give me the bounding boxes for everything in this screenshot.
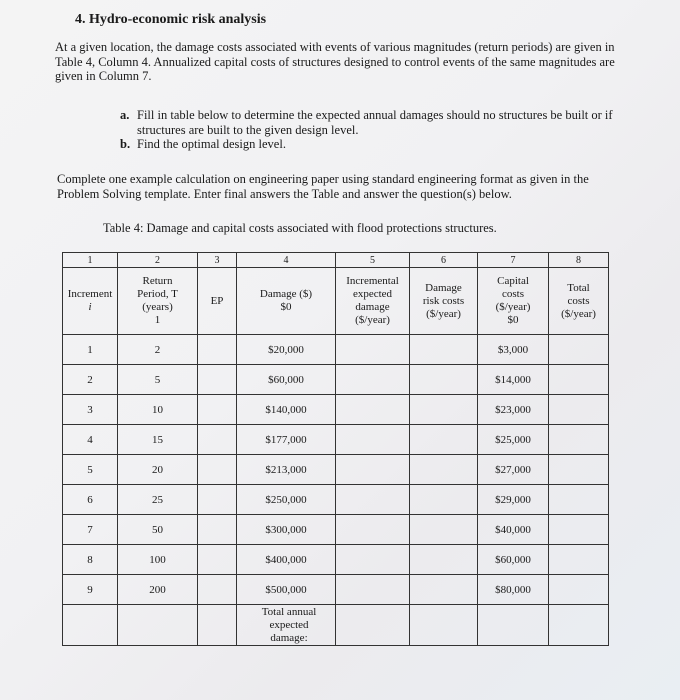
- table-cell-ep: [198, 425, 237, 455]
- header-line: Return: [142, 275, 173, 287]
- table-cell-total: [549, 485, 609, 515]
- header-line: i: [88, 301, 92, 313]
- table-cell-increment: 4: [63, 425, 118, 455]
- table-cell-capital: $25,000: [478, 425, 549, 455]
- table-cell-capital: $23,000: [478, 395, 549, 425]
- table-body: [63, 335, 609, 605]
- table-cell: [410, 605, 478, 646]
- total-row: [63, 605, 609, 646]
- header-damage-risk: [410, 268, 478, 335]
- table-cell: [336, 605, 410, 646]
- task-item-b: [120, 137, 620, 152]
- table-cell: [118, 605, 198, 646]
- table-row: [63, 515, 609, 545]
- table-cell-return-period: 20: [118, 455, 198, 485]
- task-marker: a.: [120, 108, 130, 122]
- table-cell: [549, 605, 609, 646]
- table-cell-risk: [410, 515, 478, 545]
- table-row: [63, 455, 609, 485]
- table-cell-increment: 6: [63, 485, 118, 515]
- table-cell-increment: 5: [63, 455, 118, 485]
- table-row: [63, 365, 609, 395]
- table-cell-return-period: 10: [118, 395, 198, 425]
- column-number: 3: [198, 253, 237, 268]
- table-cell-return-period: 25: [118, 485, 198, 515]
- table-cell-total: [549, 395, 609, 425]
- column-number: 6: [410, 253, 478, 268]
- header-line: Damage: [425, 281, 462, 294]
- column-number-row: [63, 253, 609, 268]
- table-cell-ep: [198, 545, 237, 575]
- column-number: 7: [478, 253, 549, 268]
- table-cell-incremental: [336, 425, 410, 455]
- table-cell-total: [549, 455, 609, 485]
- header-line: ($/year): [495, 301, 531, 313]
- column-number: 8: [549, 253, 609, 268]
- header-line: (years): [142, 301, 173, 313]
- table-cell-risk: [410, 575, 478, 605]
- column-header-row: [63, 268, 609, 335]
- table-cell-return-period: 50: [118, 515, 198, 545]
- table-cell-increment: 9: [63, 575, 118, 605]
- header-return-period: [118, 268, 198, 335]
- table-cell-damage: $300,000: [237, 515, 336, 545]
- damage-cost-table: [62, 252, 609, 646]
- header-line: Incremental: [346, 275, 399, 287]
- table-cell-damage: $140,000: [237, 395, 336, 425]
- table-cell-risk: [410, 335, 478, 365]
- task-item-a: [120, 108, 620, 137]
- column-number: 5: [336, 253, 410, 268]
- table-cell-risk: [410, 395, 478, 425]
- task-list: [120, 108, 620, 152]
- column-number: 4: [237, 253, 336, 268]
- table-caption: Table 4: Damage and capital costs associated with flood protections structures.: [103, 221, 497, 235]
- total-label-line: Total annual: [261, 605, 317, 618]
- header-line: costs: [502, 288, 524, 300]
- table-cell-ep: [198, 365, 237, 395]
- header-line: ($/year): [355, 314, 390, 326]
- header-line: Period, T: [137, 288, 178, 300]
- table-cell-total: [549, 365, 609, 395]
- header-total-costs: [549, 268, 609, 335]
- header-line: 1: [154, 314, 161, 326]
- table-cell-damage: $177,000: [237, 425, 336, 455]
- table-cell-capital: $29,000: [478, 485, 549, 515]
- table-cell: [478, 605, 549, 646]
- table-cell-damage: $400,000: [237, 545, 336, 575]
- table-row: [63, 575, 609, 605]
- table-cell-damage: $60,000: [237, 365, 336, 395]
- header-increment: [63, 268, 118, 335]
- task-marker: b.: [120, 137, 131, 151]
- table-cell-damage: $20,000: [237, 335, 336, 365]
- header-line: $0: [280, 301, 292, 313]
- header-line: Increment: [67, 288, 113, 300]
- total-label-line: expected: [269, 618, 309, 631]
- table-cell-incremental: [336, 515, 410, 545]
- table-cell-return-period: 5: [118, 365, 198, 395]
- table-cell-damage: $250,000: [237, 485, 336, 515]
- header-incremental-damage: [336, 268, 410, 335]
- table-cell-total: [549, 575, 609, 605]
- table-cell-capital: $40,000: [478, 515, 549, 545]
- task-text: Find the optimal design level.: [137, 137, 286, 151]
- header-line: ($/year): [426, 307, 461, 320]
- table-cell-capital: $14,000: [478, 365, 549, 395]
- header-line: Total: [567, 281, 590, 294]
- table-cell-incremental: [336, 455, 410, 485]
- table-cell-incremental: [336, 545, 410, 575]
- table-cell-incremental: [336, 575, 410, 605]
- table-cell-risk: [410, 365, 478, 395]
- table-cell-ep: [198, 485, 237, 515]
- table-cell-incremental: [336, 335, 410, 365]
- table-row: [63, 425, 609, 455]
- table-cell: [63, 605, 118, 646]
- column-number: 1: [63, 253, 118, 268]
- table-cell-incremental: [336, 365, 410, 395]
- table-cell-risk: [410, 545, 478, 575]
- intro-paragraph: At a given location, the damage costs associated with events of various magnitudes (return periods) are given in Table 4, Column 4. Annualized capital costs of structures designed to control events of the same magnitudes are given in Column 7.: [55, 40, 615, 83]
- header-line: EP: [210, 294, 224, 307]
- table-cell-return-period: 200: [118, 575, 198, 605]
- instructions-paragraph: Complete one example calculation on engineering paper using standard engineering format as given in the Problem Solving template. Enter final answers the Table and answer the question(s) below.: [57, 172, 589, 201]
- task-text: Fill in table below to determine the expected annual damages should no structures be built or if structures are built to the given design level.: [137, 108, 613, 137]
- header-line: risk costs: [422, 294, 465, 307]
- table-cell-incremental: [336, 485, 410, 515]
- table-cell-increment: 3: [63, 395, 118, 425]
- total-label-line: damage:: [270, 631, 308, 644]
- table-cell-capital: $80,000: [478, 575, 549, 605]
- table-cell-increment: 8: [63, 545, 118, 575]
- table-cell-total: [549, 425, 609, 455]
- header-line: expected: [352, 288, 393, 300]
- header-capital-costs: [478, 268, 549, 335]
- header-line: Capital: [497, 275, 529, 287]
- header-damage: [237, 268, 336, 335]
- header-line: $0: [507, 314, 519, 326]
- table-cell-total: [549, 335, 609, 365]
- table-cell-increment: 1: [63, 335, 118, 365]
- table-cell-ep: [198, 575, 237, 605]
- table-cell-capital: $3,000: [478, 335, 549, 365]
- table-cell-ep: [198, 515, 237, 545]
- table-cell-risk: [410, 425, 478, 455]
- table-row: [63, 545, 609, 575]
- table-cell-ep: [198, 455, 237, 485]
- column-number: 2: [118, 253, 198, 268]
- table-cell-risk: [410, 485, 478, 515]
- problem-title: 4. Hydro-economic risk analysis: [75, 12, 267, 27]
- table-cell-capital: $27,000: [478, 455, 549, 485]
- table-cell-increment: 2: [63, 365, 118, 395]
- table-cell-damage: $500,000: [237, 575, 336, 605]
- table-row: [63, 485, 609, 515]
- total-annual-damage-label: [237, 605, 336, 646]
- table-cell-ep: [198, 395, 237, 425]
- header-ep: [198, 268, 237, 335]
- table-cell-return-period: 100: [118, 545, 198, 575]
- table-cell-return-period: 2: [118, 335, 198, 365]
- table-cell-total: [549, 515, 609, 545]
- table-row: [63, 335, 609, 365]
- table-cell-return-period: 15: [118, 425, 198, 455]
- header-line: damage: [355, 301, 390, 313]
- header-line: Damage ($): [259, 288, 313, 300]
- table-cell-increment: 7: [63, 515, 118, 545]
- table-cell: [198, 605, 237, 646]
- header-line: ($/year): [561, 307, 596, 320]
- table-cell-capital: $60,000: [478, 545, 549, 575]
- table-cell-total: [549, 545, 609, 575]
- header-line: costs: [567, 294, 590, 307]
- table-row: [63, 395, 609, 425]
- table-cell-ep: [198, 335, 237, 365]
- table-cell-damage: $213,000: [237, 455, 336, 485]
- table-cell-risk: [410, 455, 478, 485]
- table-cell-incremental: [336, 395, 410, 425]
